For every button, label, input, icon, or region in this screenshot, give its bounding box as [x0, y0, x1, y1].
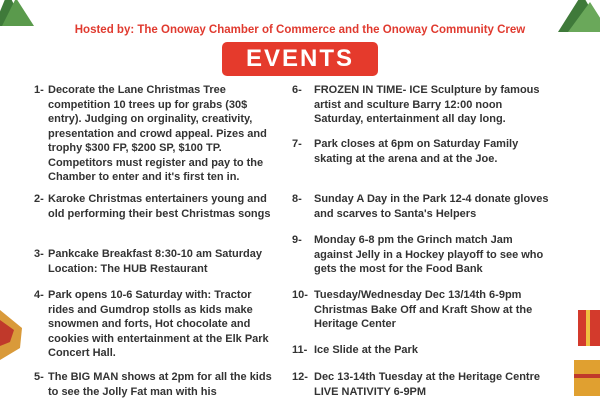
event-number: 2- [34, 193, 44, 205]
event-number: 6- [292, 84, 302, 96]
event-number: 9- [292, 234, 302, 246]
event-item-9 [292, 233, 550, 277]
event-number: 3- [34, 248, 44, 260]
event-number: 10- [292, 289, 308, 301]
page-title: EVENTS [245, 45, 355, 72]
event-text: Tuesday/Wednesday Dec 13/14th 6-9pm Christmas Bake Off and Kraft Show at the Heritage Center [314, 289, 533, 330]
event-number: 11- [292, 344, 308, 356]
event-item-11 [292, 343, 550, 358]
event-number: 7- [292, 138, 302, 150]
events-banner [222, 42, 378, 76]
event-text: Monday 6-8 pm the Grinch match Jam against Jelly in a Hockey playoff to see who gets the most for the Food Bank [314, 234, 544, 275]
event-text: Pankcake Breakfast 8:30-10 am Saturday Location: The HUB Restaurant [48, 248, 263, 275]
event-text: Park opens 10-6 Saturday with: Tractor rides and Gumdrop stolls as kids make snowmen and forts, Hot chocolate and cookies with entertainment at the Elk Park Concert Hall. [48, 289, 269, 359]
event-text: Park closes at 6pm on Saturday Family skating at the arena and at the Joe. [314, 138, 519, 165]
event-item-5 [34, 370, 280, 399]
event-text: FROZEN IN TIME- ICE Sculpture by famous artist and sculture Barry 12:00 noon Saturday, entertainment all day long. [314, 84, 540, 125]
event-number: 12- [292, 371, 308, 383]
gift-icon [570, 300, 600, 400]
hosted-by-line: Hosted by: The Onoway Chamber of Commerce and the Onoway Community Crew [74, 24, 526, 36]
event-number: 8- [292, 193, 302, 205]
event-item-3 [34, 247, 280, 276]
christmas-tree-icon [0, 0, 42, 26]
event-text: Karoke Christmas entertainers young and old performing their best Christmas songs [48, 193, 271, 220]
event-text: Sunday A Day in the Park 12-4 donate gloves and scarves to Santa's Helpers [314, 193, 549, 220]
event-item-10 [292, 288, 550, 332]
event-item-2 [34, 192, 280, 221]
event-number: 5- [34, 371, 44, 383]
event-text: Ice Slide at the Park [314, 344, 418, 356]
event-number: 1- [34, 84, 44, 96]
event-item-12 [292, 370, 550, 399]
event-text: The BIG MAN shows at 2pm for all the kids to see the Jolly Fat man with his [48, 371, 272, 398]
event-item-6 [292, 83, 550, 127]
event-text: Decorate the Lane Christmas Tree competition 10 trees up for grabs (30$ entry). Judging on orginality, creativity, presentation and crowd appeal. Pizes and trophy $300 FP, $200 SP, $100 TP. Competitors must register and pay to the Chamber to enter and it's first ten in. [48, 84, 267, 183]
event-item-1 [34, 83, 280, 185]
event-item-8 [292, 192, 550, 221]
event-number: 4- [34, 289, 44, 301]
event-item-7 [292, 137, 550, 166]
gift-icon [0, 300, 22, 360]
event-text: Dec 13-14th Tuesday at the Heritage Centre LIVE NATIVITY 6-9PM [314, 371, 540, 398]
event-item-4 [34, 288, 280, 361]
